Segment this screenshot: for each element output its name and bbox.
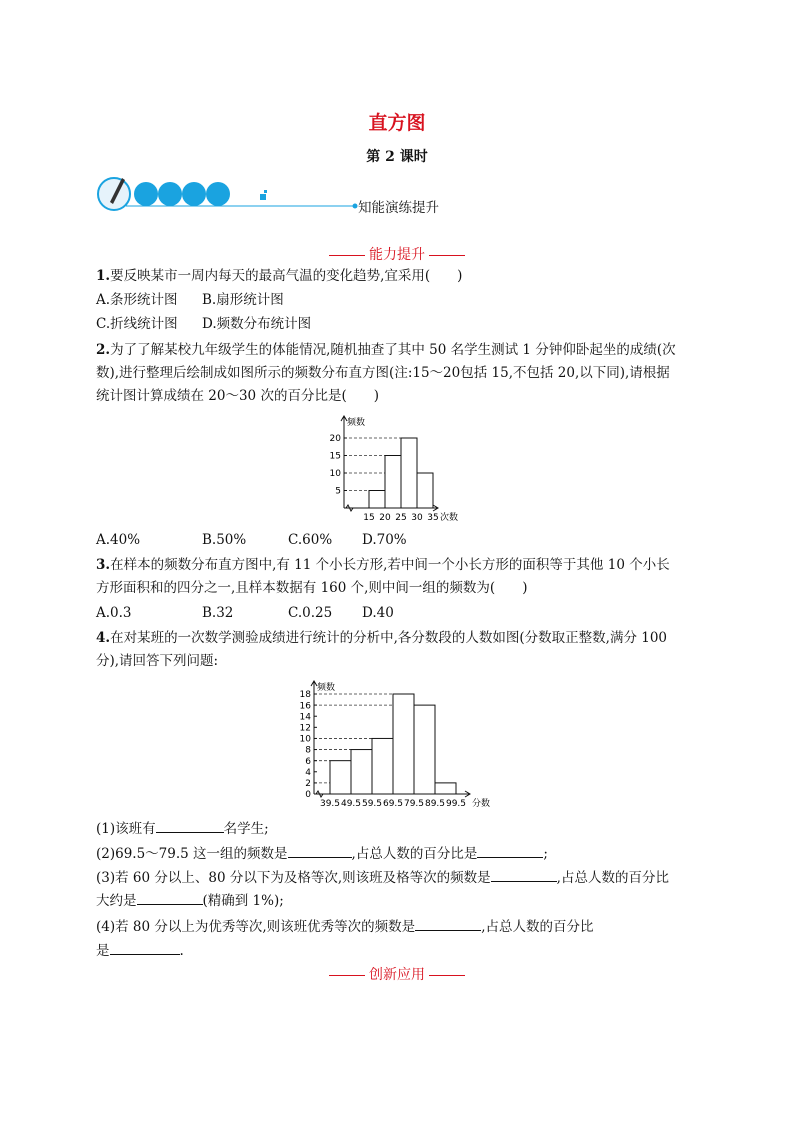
histogram-bar	[414, 705, 435, 794]
histogram-bar	[351, 750, 372, 794]
q2-options	[96, 530, 407, 550]
x-tick-label: 20	[379, 513, 391, 523]
x-tick-label: 15	[363, 513, 375, 523]
question-3-line2: 方形面积和的四分之一,且样本数据有 160 个,则中间一组的频数为( )	[96, 580, 528, 596]
sub-text: 名学生;	[223, 821, 269, 837]
q4-sub2	[96, 843, 548, 864]
sub-text: ,占总人数的百分比	[556, 870, 669, 886]
section-heading-ability	[0, 244, 794, 264]
section-heading-innovation	[0, 964, 794, 984]
y-tick-label: 6	[305, 756, 311, 767]
q3-options	[96, 603, 394, 623]
x-tick-label: 39.5	[319, 799, 341, 809]
x-axis-label: 次数	[440, 513, 459, 523]
histogram-bar	[372, 738, 393, 794]
y-tick-label: 12	[299, 723, 311, 734]
histogram-bar	[417, 473, 433, 508]
option-d: D.40	[362, 605, 394, 621]
sub-text: 是	[96, 943, 110, 959]
y-tick-label: 10	[299, 734, 311, 745]
question-number: 1.	[96, 268, 111, 284]
sub-text: 大约是	[96, 893, 137, 909]
option-d: D.70%	[362, 532, 407, 548]
question-4	[96, 628, 667, 648]
page-title: 直方图	[368, 112, 426, 134]
answer-blank[interactable]	[137, 890, 203, 905]
question-4-line2: 分),请回答下列问题:	[96, 653, 219, 669]
sub-text: ,占总人数的百分比	[481, 919, 594, 935]
q1-options-row2	[96, 314, 311, 334]
question-3	[96, 555, 670, 575]
question-2	[96, 340, 676, 360]
question-text: 在样本的频数分布直方图中,有 11 个小长方形,若中间一个小长方形的面积等于其他 10 个小长	[110, 557, 670, 573]
answer-blank[interactable]	[110, 940, 180, 955]
histogram-bar	[435, 783, 456, 794]
option-b: B.扇形统计图	[202, 292, 284, 308]
y-tick-label: 20	[329, 434, 341, 445]
x-tick-label: 49.5	[340, 799, 362, 809]
x-tick-label: 30	[411, 513, 423, 523]
sub-text: (2)69.5～79.5 这一组的频数是	[96, 846, 288, 862]
answer-blank[interactable]	[415, 916, 481, 931]
q4-sub3-line2	[96, 890, 284, 911]
q4-sub4	[96, 916, 593, 937]
option-a: A.40%	[96, 532, 141, 548]
y-tick-label: 15	[329, 451, 341, 462]
histogram-q2	[318, 410, 478, 526]
answer-blank[interactable]	[491, 867, 557, 882]
sub-text: .	[179, 943, 184, 959]
question-number: 3.	[96, 557, 111, 573]
option-c: C.0.25	[288, 605, 333, 621]
question-2-line3: 统计图计算成绩在 20～30 次的百分比是( )	[96, 388, 379, 404]
question-1	[96, 266, 462, 286]
x-tick-label: 59.5	[361, 799, 383, 809]
chart-q4	[292, 676, 500, 812]
x-axis-label: 分数	[472, 799, 491, 809]
question-text: 为了了解某校九年级学生的体能情况,随机抽查了其中 50 名学生测试 1 分钟仰卧起坐的成绩(次	[110, 342, 676, 358]
y-axis-label: 频数	[317, 683, 336, 693]
option-a: A.条形统计图	[96, 292, 178, 308]
sub-text: (3)若 60 分以上、80 分以下为及格等次,则该班及格等次的频数是	[96, 870, 491, 886]
option-d: D.频数分布统计图	[202, 316, 312, 332]
section-label: 创新应用	[369, 967, 425, 983]
y-tick-label: 8	[305, 745, 311, 756]
y-tick-label: 10	[329, 469, 341, 480]
sub-text: (精确到 1%);	[202, 893, 284, 909]
option-a: A.0.3	[96, 605, 132, 621]
option-b: B.50%	[202, 532, 247, 548]
answer-blank[interactable]	[288, 843, 352, 858]
q4-sub3	[96, 867, 669, 888]
histogram-bar	[385, 456, 401, 509]
chart-q2	[318, 410, 478, 526]
x-tick-label: 99.5	[445, 799, 467, 809]
y-tick-label: 18	[299, 690, 311, 701]
page-subtitle: 第 2 课时	[366, 149, 428, 165]
sub-text: ,占总人数的百分比是	[351, 846, 478, 862]
option-c: C.60%	[288, 532, 333, 548]
question-text: 要反映某市一周内每天的最高气温的变化趋势,宜采用( )	[110, 268, 463, 284]
answer-blank[interactable]	[156, 818, 224, 833]
answer-blank[interactable]	[477, 843, 543, 858]
y-tick-label: 5	[335, 486, 341, 497]
q4-sub4-line2	[96, 940, 184, 961]
option-c: C.折线统计图	[96, 316, 178, 332]
banner-label: 知能演练提升	[358, 200, 439, 216]
q4-sub1	[96, 818, 269, 839]
question-number: 4.	[96, 630, 111, 646]
x-tick-label: 79.5	[403, 799, 425, 809]
option-b: B.32	[202, 605, 234, 621]
histogram-bar	[369, 491, 385, 509]
histogram-bar	[401, 438, 417, 508]
y-axis-label: 频数	[347, 418, 366, 428]
x-tick-label: 25	[395, 513, 407, 523]
x-tick-label: 89.5	[424, 799, 446, 809]
q1-options-row1	[96, 290, 284, 310]
histogram-bar	[330, 761, 351, 794]
question-2-line2: 数),进行整理后绘制成如图所示的频数分布直方图(注:15～20包括 15,不包括 20,以下同),请根据	[96, 365, 670, 381]
y-tick-label: 0	[305, 790, 311, 801]
sub-text: (4)若 80 分以上为优秀等次,则该班优秀等次的频数是	[96, 919, 416, 935]
section-label: 能力提升	[369, 247, 425, 263]
y-tick-label: 16	[299, 701, 311, 712]
sub-text: ;	[543, 846, 548, 862]
x-tick-label: 69.5	[382, 799, 404, 809]
x-tick-label: 35	[427, 513, 439, 523]
sub-text: (1)该班有	[96, 821, 156, 837]
question-number: 2.	[96, 342, 111, 358]
question-text: 在对某班的一次数学测验成绩进行统计的分析中,各分数段的人数如图(分数取正整数,满分 100	[110, 630, 668, 646]
y-tick-label: 14	[299, 712, 311, 723]
histogram-q4	[292, 676, 500, 812]
y-tick-label: 4	[305, 767, 311, 778]
histogram-bar	[393, 694, 414, 794]
y-tick-label: 2	[305, 779, 311, 790]
